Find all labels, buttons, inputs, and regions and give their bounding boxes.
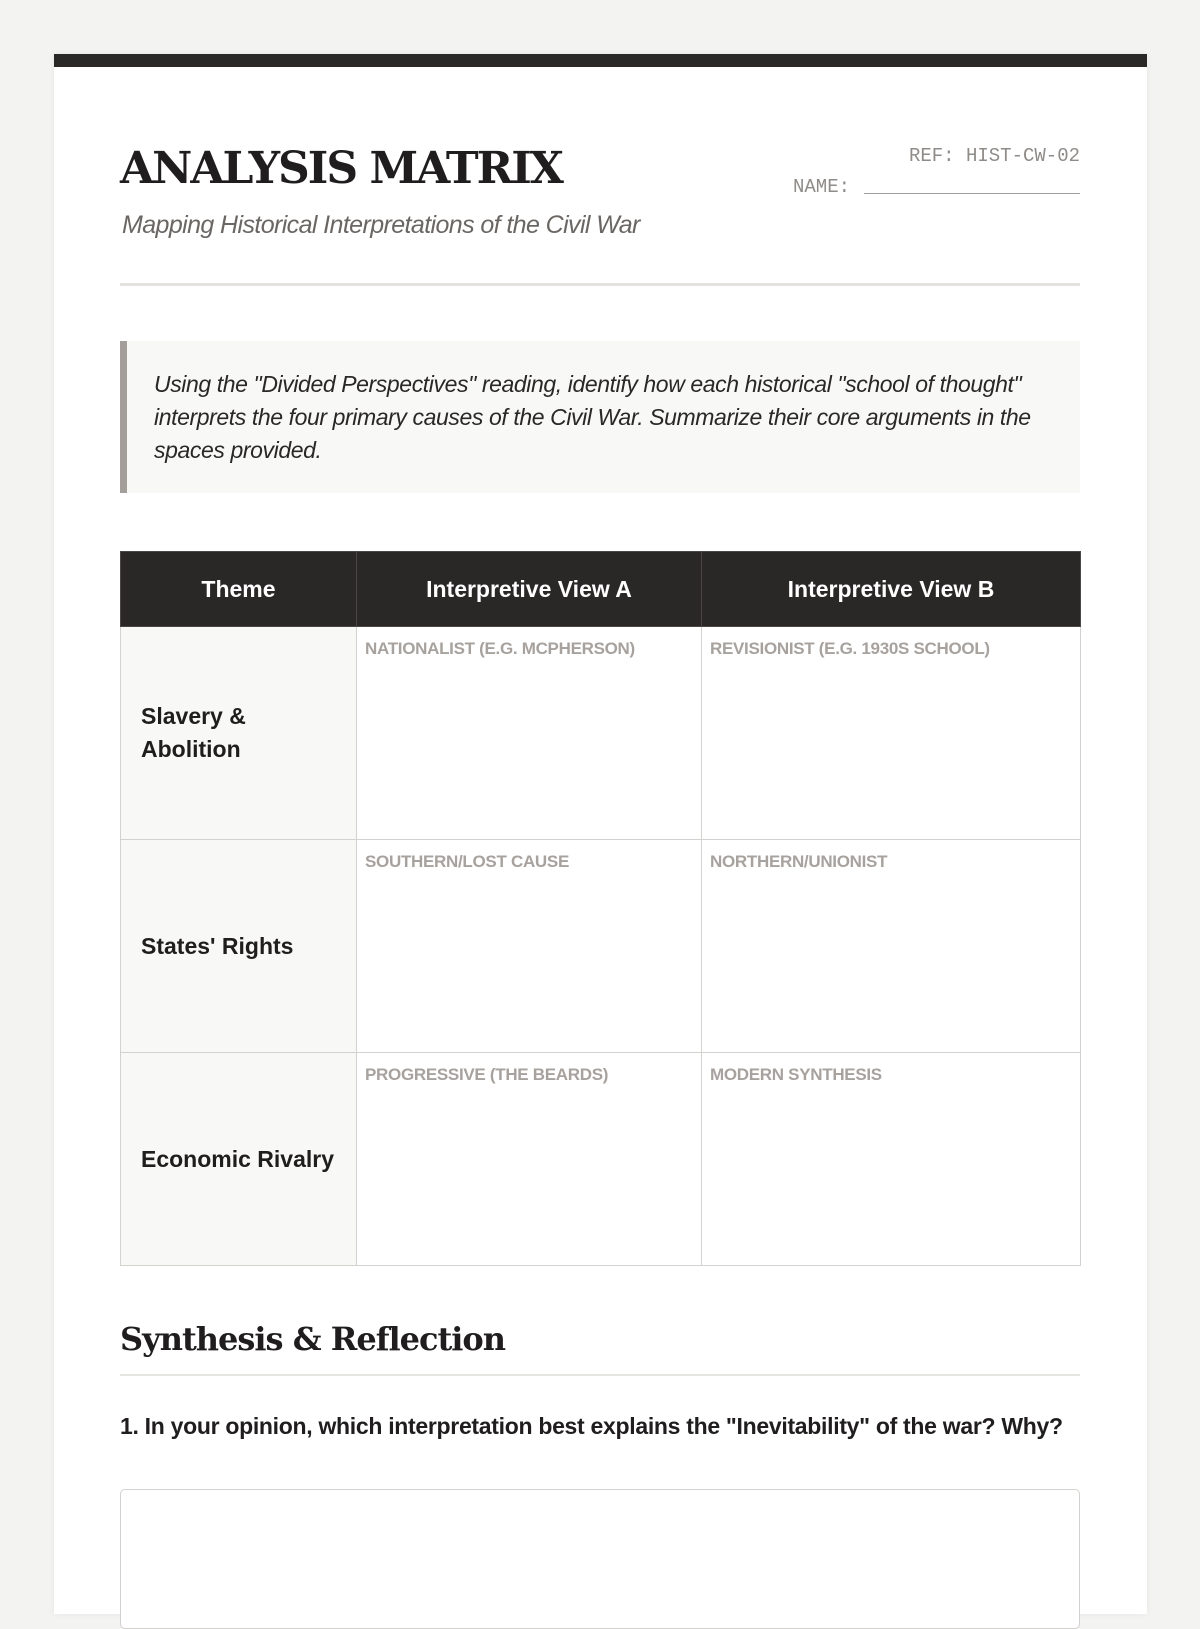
- page-subtitle: Mapping Historical Interpretations of the Civil War: [122, 211, 640, 239]
- table-row: [121, 840, 1081, 1053]
- theme-cell: States' Rights: [121, 840, 357, 1053]
- name-label: NAME:: [792, 176, 850, 198]
- table-header-row: [121, 552, 1081, 627]
- worksheet-content: [120, 67, 1080, 1439]
- view-a-answer-cell[interactable]: SOUTHERN/LOST CAUSE: [357, 840, 702, 1053]
- column-header-theme: Theme: [121, 552, 357, 627]
- view-b-answer-cell[interactable]: NORTHERN/UNIONIST: [702, 840, 1081, 1053]
- column-header-view-a: Interpretive View A: [357, 552, 702, 627]
- worksheet-page: [54, 54, 1147, 1614]
- view-a-answer-cell[interactable]: PROGRESSIVE (THE BEARDS): [357, 1053, 702, 1266]
- question-1-answer-box[interactable]: [120, 1489, 1080, 1629]
- theme-cell: Economic Rivalry: [121, 1053, 357, 1266]
- synthesis-section-title: Synthesis & Reflection: [120, 1320, 1080, 1376]
- question-1-text: 1. In your opinion, which interpretation best explains the "Inevitability" of the war? Why?: [120, 1413, 1063, 1439]
- name-input-line[interactable]: [864, 173, 1080, 194]
- table-row: [121, 627, 1081, 840]
- worksheet-header: [120, 67, 1080, 286]
- analysis-matrix-table: [120, 551, 1081, 1266]
- view-b-answer-cell[interactable]: REVISIONIST (E.G. 1930S SCHOOL): [702, 627, 1081, 840]
- view-b-answer-cell[interactable]: MODERN SYNTHESIS: [702, 1053, 1081, 1266]
- reference-code: REF: HIST-CW-02: [908, 145, 1080, 167]
- table-row: [121, 1053, 1081, 1266]
- view-a-answer-cell[interactable]: NATIONALIST (E.G. MCPHERSON): [357, 627, 702, 840]
- theme-cell: Slavery & Abolition: [121, 627, 357, 840]
- column-header-view-b: Interpretive View B: [702, 552, 1081, 627]
- name-field-row: [793, 173, 1080, 198]
- instructions-callout: Using the "Divided Perspectives" reading, identify how each historical "school of thought" interprets the four primary causes of the Civil War. Summarize their core arguments in the spaces provided.: [120, 341, 1080, 493]
- page-title: ANALYSIS MATRIX: [120, 143, 562, 194]
